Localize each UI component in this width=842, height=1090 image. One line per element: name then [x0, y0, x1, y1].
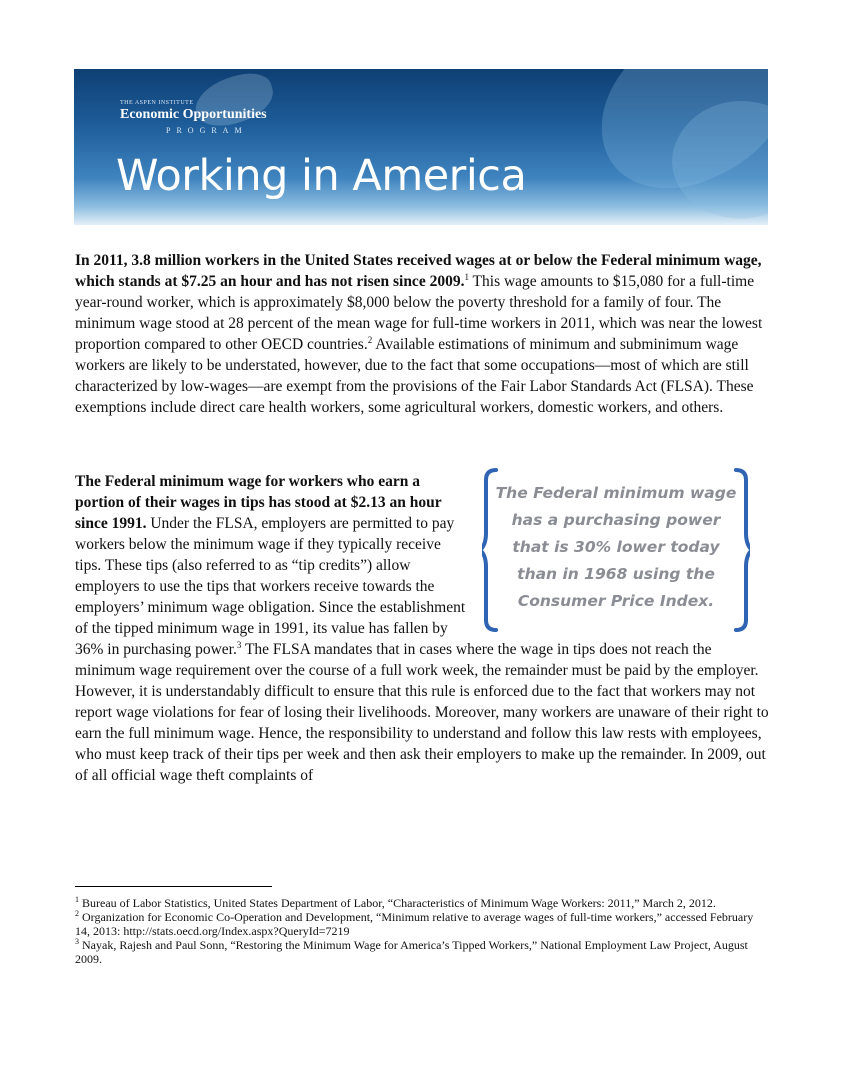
pull-quote — [482, 467, 750, 633]
footnote-2 — [75, 910, 769, 938]
intro-lead: In 2011, 3.8 million workers in the United States received wages at or below the Federal minimum wage, which stands at $7.25 an hour and has not risen since 2009. — [75, 252, 762, 290]
footnote-ref-3: 3 — [236, 639, 242, 650]
program-label: PROGRAM — [166, 126, 248, 135]
footnote-text: Organization for Economic Co-Operation and Development, “Minimum relative to average wages of full-time workers,” accessed February 14, 2013: http://stats.oecd.org/Index.aspx?QueryId=7219 — [75, 910, 754, 938]
footnote-3 — [75, 938, 769, 966]
footnote-divider — [75, 886, 272, 887]
footnote-text: Nayak, Rajesh and Paul Sonn, “Restoring the Minimum Wage for America’s Tipped Workers,” National Employment Law Project, August 2009. — [75, 938, 748, 966]
footnote-text: Bureau of Labor Statistics, United States Department of Labor, “Characteristics of Minimum Wage Workers: 2011,” March 2, 2012. — [82, 896, 716, 910]
footnote-number: 3 — [75, 937, 79, 946]
pull-quote-text: The Federal minimum wage has a purchasing power that is 30% lower today than in 1968 using the Consumer Price Index. — [495, 484, 737, 610]
leaf-logo-icon — [189, 69, 278, 133]
intro-text-b: Available estimations of minimum and subminimum wage workers are likely to be understated, however, due to the fact that some occupations—most of which are still characterized by low-wages—are exempt from the provisions of the Fair Labor Standards Act (FLSA). These exemptions include direct care health workers, some agricultural workers, domestic workers, and others. — [75, 336, 754, 416]
footnote-1 — [75, 896, 769, 910]
tipped-text-a: Under the FLSA, employers are permitted to pay workers below the minimum wage if they typically receive tips. These tips (also referred to as “tip credits”) allow employers to use the tips that workers receive towards the employers’ minimum wage obligation. Since the establishment of the tipped minimum wage in 1991, its value has fallen by 36% in purchasing power. — [75, 515, 466, 658]
footnote-number: 1 — [75, 895, 79, 904]
footnotes — [75, 896, 769, 966]
program-name: Economic Opportunities — [120, 107, 267, 122]
footnote-ref-1: 1 — [464, 271, 469, 282]
page-title: Working in America — [116, 151, 527, 201]
tipped-lead: The Federal minimum wage for workers who earn a portion of their wages in tips has stood at $2.13 an hour since 1991. — [75, 473, 442, 532]
intro-text-a: This wage amounts to $15,080 for a full-time year-round worker, which is approximately $8,000 below the poverty threshold for a family of four. The minimum wage stood at 28 percent of the mean wage for full-time workers in 2011, which was near the lowest proportion compared to other OECD countries. — [75, 273, 763, 353]
intro-paragraph — [75, 250, 771, 418]
institute-name: THE ASPEN INSTITUTE — [120, 100, 194, 106]
header-banner — [74, 69, 768, 225]
footnote-number: 2 — [75, 909, 79, 918]
tipped-text-b: The FLSA mandates that in cases where the wage in tips does not reach the minimum wage requirement over the course of a full work week, the remainder must be paid by the employer. However, it is understandably difficult to ensure that this rule is enforced due to the fact that workers may not report wage violations for fear of losing their livelihoods. Moreover, many workers are unaware of their right to earn the full minimum wage. Hence, the responsibility to understand and follow this law rests with employees, who must keep track of their tips per week and then ask their employers to make up the remainder. In 2009, out of all official wage theft complaints of — [75, 641, 769, 784]
footnote-ref-2: 2 — [367, 334, 373, 345]
